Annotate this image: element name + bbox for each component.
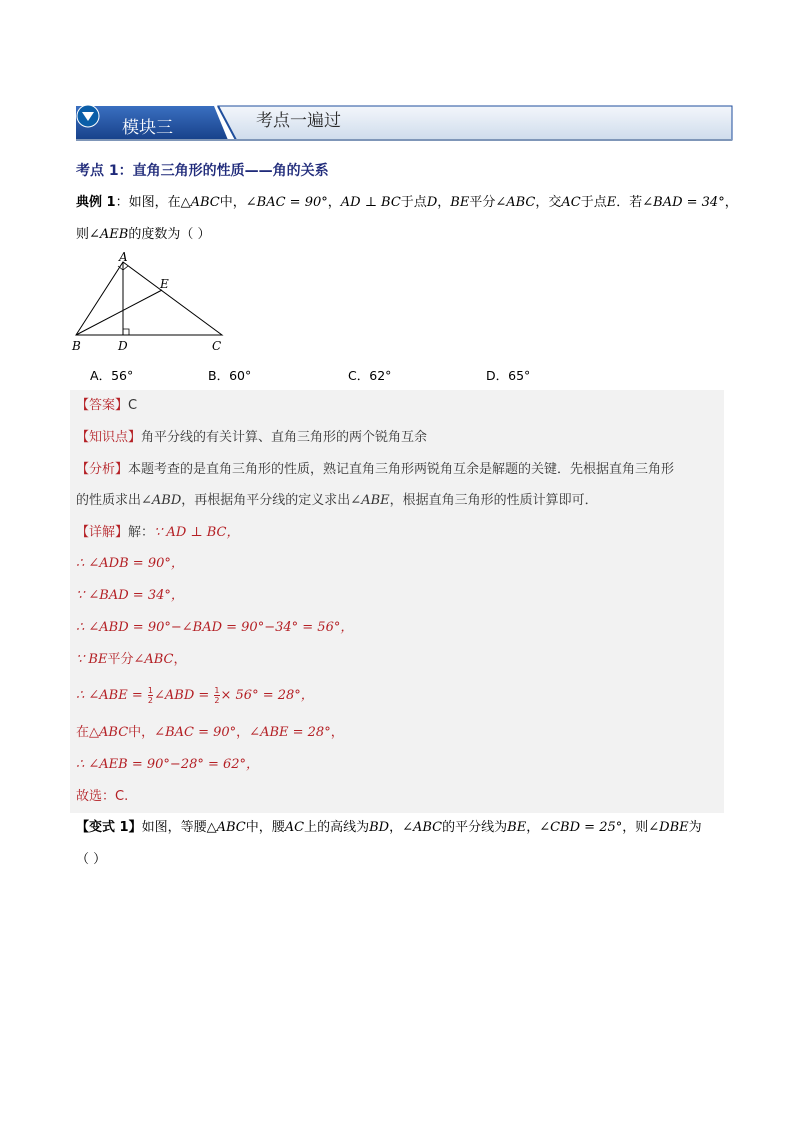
detail-line: 【详解】解：∵ AD ⊥ BC， [76,525,240,540]
option-c[interactable]: C．62° [348,368,392,383]
label-c: C [212,339,222,353]
knowledge-line: 【知识点】角平分线的有关计算、直角三角形的两个锐角互余 [76,430,428,445]
chevron-down-circle-icon[interactable] [76,104,100,128]
label-e: E [160,277,169,291]
example-line-1: 典例 1：如图，在△ABC中，∠BAC = 90°，AD ⊥ BC于点D，BE平分∠ABC，交AC于点E．若∠BAD = 34°， [76,195,738,210]
step-7: 在△ABC中，∠BAC = 90°，∠ABE = 28°， [76,725,344,740]
section-heading: 考点 1：直角三角形的性质——角的关系 [76,163,329,179]
step-8: ∴ ∠AEB = 90°−28° = 62°， [76,757,260,772]
module-banner [76,104,734,142]
fraction-half: $\frac{1}{2}$ [147,686,153,705]
label-d: D [118,339,128,353]
label-a: A [119,250,128,264]
answer-line: 【答案】C [76,398,138,413]
option-d[interactable]: D．65° [486,368,531,383]
step-9: 故选：C. [76,789,129,804]
step-5: ∵ BE平分∠ABC， [76,652,187,667]
option-b[interactable]: B．60° [208,368,252,383]
step-2: ∴ ∠ADB = 90°， [76,556,184,571]
step-3: ∵ ∠BAD = 34°， [76,588,184,603]
analysis-line-1: 【分析】本题考查的是直角三角形的性质，熟记直角三角形两锐角互余是解题的关键．先根据直角三角形 [76,462,675,477]
variant-line-1: 【变式 1】如图，等腰△ABC中，腰AC上的高线为BD，∠ABC的平分线为BE，∠CBD = 25°，则∠DBE为 [76,820,702,835]
variant-label: 【变式 1】 [76,820,142,835]
option-a[interactable]: A．56° [90,368,134,383]
section-label: 考点一遍过 [256,111,341,131]
variant-line-2: （ ） [76,852,107,867]
module-label: 模块三 [122,118,173,138]
fraction-half-2: $\frac{1}{2}$ [214,686,220,705]
analysis-line-2: 的性质求出∠ABD，再根据角平分线的定义求出∠ABE，根据直角三角形的性质计算即可． [76,493,598,508]
triangle-figure [66,250,236,356]
example-line-2: 则∠AEB的度数为（ ） [76,227,211,242]
example-label: 典例 1 [76,195,116,210]
step-6: ∴ ∠ABE = $\frac{1}{2}$ ∠ABD = $\frac{1}{2}$ × 56° = 28°， [76,686,314,705]
label-b: B [72,339,81,353]
banner-background [76,104,734,142]
step-4: ∴ ∠ABD = 90°−∠BAD = 90°−34° = 56°， [76,620,354,635]
